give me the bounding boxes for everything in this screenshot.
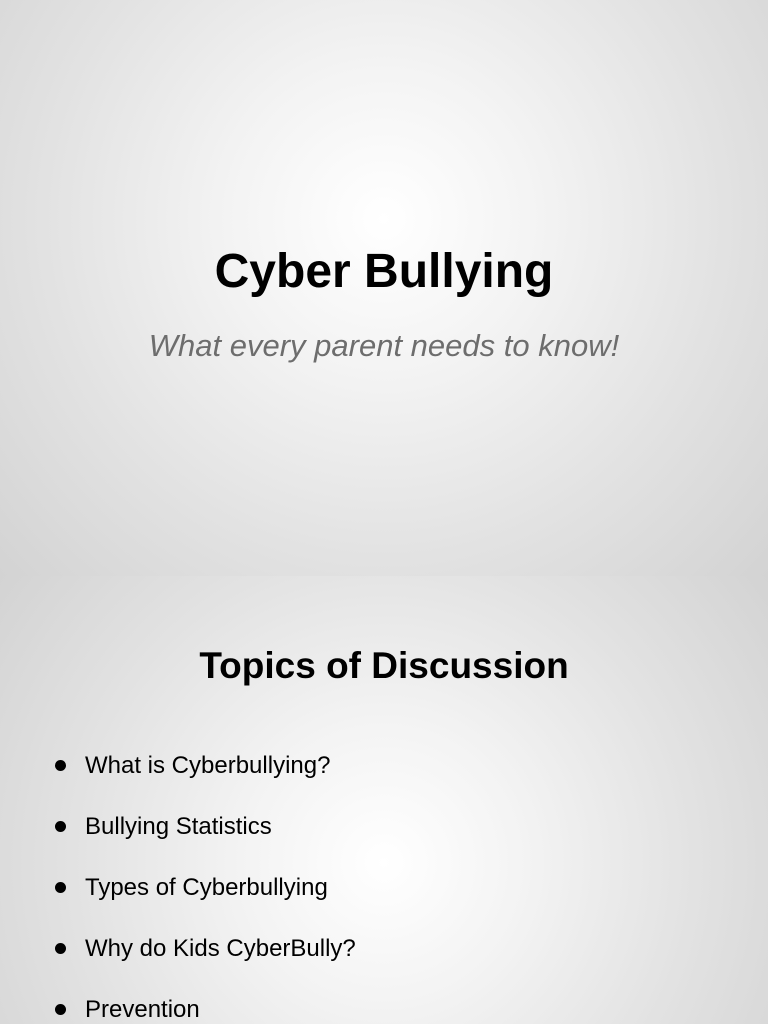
list-item-text: Prevention <box>85 996 200 1023</box>
list-item-text: What is Cyberbullying? <box>85 752 331 779</box>
list-item-text: Types of Cyberbullying <box>85 874 328 901</box>
list-item <box>0 748 768 809</box>
presentation-subtitle: What every parent needs to know! <box>148 328 620 363</box>
topics-slide <box>0 576 768 1024</box>
list-item-text: Bullying Statistics <box>85 813 272 840</box>
bullet-icon <box>55 882 66 893</box>
list-item <box>0 870 768 931</box>
list-item <box>0 931 768 992</box>
bullet-icon <box>55 1004 66 1015</box>
bullet-icon <box>55 943 66 954</box>
bullet-icon <box>55 760 66 771</box>
list-item <box>0 992 768 1024</box>
presentation-title: Cyber Bullying <box>214 245 554 298</box>
list-item <box>0 809 768 870</box>
topics-heading: Topics of Discussion <box>199 645 569 686</box>
list-item-text: Why do Kids CyberBully? <box>85 935 356 962</box>
topic-list <box>0 748 768 1024</box>
bullet-icon <box>55 821 66 832</box>
